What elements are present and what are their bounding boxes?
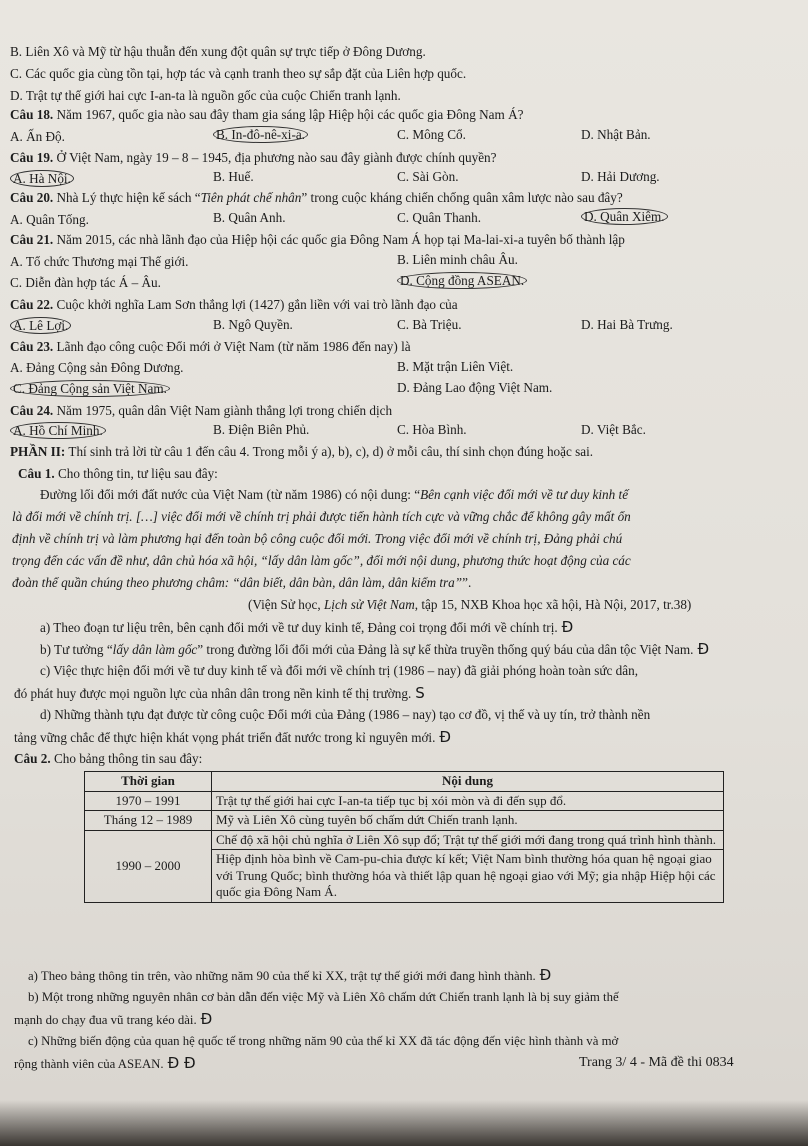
- c1-d-text: tảng vững chắc để thực hiện khát vọng phát triển đất nước trong kỉ nguyên mới.: [14, 730, 436, 745]
- c1-b-quote: lấy dân làm gốc: [112, 642, 198, 657]
- q24-option-d: D. Việt Bắc.: [581, 422, 646, 437]
- q19-stem: [10, 149, 497, 167]
- table-header-content: Nội dung: [212, 772, 724, 792]
- table-row: [85, 791, 724, 811]
- c1-label: Câu 1.: [18, 466, 55, 481]
- q21-option-c: C. Diễn đàn hợp tác Á – Âu.: [10, 275, 161, 290]
- c1-a-text: a) Theo đoạn tư liệu trên, bên cạnh đổi mới về tư duy kinh tế, Đảng coi trọng đổi mới về chính trị.: [40, 620, 558, 635]
- c1-statement-c-line-2: [14, 684, 425, 703]
- q19-option-c: C. Sài Gòn.: [397, 169, 459, 184]
- c1-statement-a: [40, 618, 573, 637]
- q18-label: Câu 18.: [10, 107, 54, 122]
- q23-stem: [10, 338, 411, 356]
- answer-circle: D. Quân Xiêm.: [581, 208, 668, 225]
- q22-option-c: C. Bà Triệu.: [397, 317, 462, 332]
- c1-source-title: Lịch sử Việt Nam: [323, 597, 415, 612]
- c1-passage-line-5: [12, 574, 471, 592]
- part2-instructions: Thí sinh trả lời từ câu 1 đến câu 4. Trong mỗi ý a), b), c), d) ở mỗi câu, thí sinh chọn đúng hoặc sai.: [68, 444, 594, 459]
- q21-option-d: [397, 272, 527, 290]
- q20-option-d: [581, 208, 668, 226]
- table-cell-content: Hiệp định hòa bình về Cam-pu-chia được kí kết; Việt Nam bình thường hóa quan hệ ngoại giao với Trung Quốc; bình thường hóa và thiết lập quan hệ ngoại giao với Mỹ; gia nhập Hiệp hội các quốc gia Đông Nam Á.: [212, 850, 724, 903]
- q20-text-post: ” trong cuộc kháng chiến chống quân xâm lược nào sau đây?: [301, 190, 623, 205]
- c1-statement-d-line-2: [14, 728, 451, 747]
- c1-passage-close: ”.: [462, 575, 472, 590]
- c1-passage-quote-end: đoàn thể quần chúng theo phương châm: “dân biết, dân bàn, dân làm, dân kiểm tra”: [12, 575, 463, 590]
- q21-option-b: B. Liên minh châu Âu.: [397, 252, 518, 267]
- c1-c-text: đó phát huy được mọi nguồn lực của nhân dân trong nền kinh tế thị trường.: [14, 686, 412, 701]
- q21-text: Năm 2015, các nhà lãnh đạo của Hiệp hội các quốc gia Đông Nam Á họp tại Ma-lai-xi-a tuyên bố thành lập: [56, 232, 625, 247]
- answer-circle: A. Hồ Chí Minh.: [10, 422, 106, 439]
- q23-option-b: B. Mặt trận Liên Việt.: [397, 359, 514, 374]
- q24-stem: [10, 402, 392, 420]
- table-cell-content: Mỹ và Liên Xô cùng tuyên bố chấm dứt Chiến tranh lạnh.: [212, 811, 724, 831]
- page-footer: Trang 3/ 4 - Mã đề thi 0834: [579, 1055, 734, 1070]
- q18-option-b: [213, 126, 308, 144]
- answer-circle: D. Cộng đồng ASEAN.: [397, 272, 527, 289]
- handwritten-mark: Đ: [697, 640, 710, 658]
- table-header-row: [85, 772, 724, 792]
- q22-option-d: D. Hai Bà Trưng.: [581, 317, 673, 332]
- c1-passage-line-3: định về chính trị và làm phương hại đến toàn bộ công cuộc đổi mới. Trong việc đổi mới về chính trị, Đảng phải chú: [12, 531, 623, 546]
- handwritten-mark: Đ: [439, 728, 452, 746]
- q18-stem: [10, 106, 523, 124]
- q22-option-a: [10, 317, 71, 335]
- answer-circle: B. In-đô-nê-xi-a.: [213, 126, 308, 143]
- handwritten-mark: Đ: [539, 966, 552, 984]
- c2-statement-c-line-1: c) Những biến động của quan hệ quốc tế trong những năm 90 của thế kỉ XX đã tác động đến việc hình thành và mở: [28, 1034, 619, 1048]
- c2-stem: [14, 750, 202, 768]
- q24-label: Câu 24.: [10, 403, 54, 418]
- c1-statement-c-line-1: c) Việc thực hiện đổi mới về tư duy kinh tế và đổi mới về chính trị (1986 – nay) đã giải phóng hoàn toàn sức dân,: [40, 663, 638, 678]
- c1-b-pre: b) Tư tưởng “: [40, 642, 113, 657]
- c1-passage-line-4: trọng đến các vấn đề như, dân chủ hóa xã hội, “lấy dân làm gốc”, đổi mới nội dung, phương thức hoạt động của các: [12, 553, 631, 568]
- c1-intro: Cho thông tin, tư liệu sau đây:: [57, 466, 218, 481]
- c2-statement-a: [28, 966, 551, 985]
- q19-option-a: [10, 170, 74, 188]
- c1-b-post: ” trong đường lối đổi mới của Đảng là sự kế thừa truyền thống quý báu của dân tộc Việt Nam.: [197, 642, 694, 657]
- c1-passage-quote: Bên cạnh việc đổi mới về tư duy kinh tế: [420, 487, 629, 502]
- c1-source-pre: (Viện Sử học,: [248, 597, 324, 612]
- q18-text: Năm 1967, quốc gia nào sau đây tham gia sáng lập Hiệp hội các quốc gia Đông Nam Á?: [56, 107, 524, 122]
- table-cell-time: 1990 – 2000: [85, 830, 212, 902]
- part2-heading: [10, 443, 593, 461]
- q19-text: Ở Việt Nam, ngày 19 – 8 – 1945, địa phương nào sau đây giành được chính quyền?: [56, 150, 497, 165]
- c1-passage-line-2: là đổi mới về chính trị. […] việc đổi mới về chính trị phải được tiến hành tích cực và vững chắc để không gây mất ổn: [12, 509, 631, 524]
- q17-option-d: D. Trật tự thế giới hai cực I-an-ta là nguồn gốc của cuộc Chiến tranh lạnh.: [10, 88, 401, 103]
- q23-text: Lãnh đạo công cuộc Đổi mới ở Việt Nam (từ năm 1986 đến nay) là: [56, 339, 411, 354]
- c1-passage-line-1: [40, 486, 628, 504]
- q22-label: Câu 22.: [10, 297, 54, 312]
- c1-passage-text: Đường lối đổi mới đất nước của Việt Nam (từ năm 1986) có nội dung: “: [40, 487, 421, 502]
- c2-statement-c-line-2: [14, 1054, 196, 1073]
- q20-stem: [10, 189, 623, 207]
- q17-option-b: B. Liên Xô và Mỹ từ hậu thuẫn đến xung đột quân sự trực tiếp ở Đông Dương.: [10, 44, 426, 59]
- q24-option-b: B. Điện Biên Phủ.: [213, 422, 310, 437]
- q20-text-italic: Tiên phát chế nhân: [200, 190, 302, 205]
- q21-stem: [10, 231, 625, 249]
- q24-option-c: C. Hòa Bình.: [397, 422, 467, 437]
- c1-stem: [18, 465, 218, 483]
- q20-text-pre: Nhà Lý thực hiện kế sách “: [56, 190, 201, 205]
- q23-option-c: [10, 380, 170, 398]
- c2-intro: Cho bảng thông tin sau đây:: [53, 751, 203, 766]
- q18-option-c: C. Mông Cổ.: [397, 127, 466, 142]
- c2-statement-b-line-2: [14, 1010, 212, 1029]
- q22-stem: [10, 296, 458, 314]
- q24-text: Năm 1975, quân dân Việt Nam giành thắng lợi trong chiến dịch: [56, 403, 393, 418]
- table-cell-content: Trật tự thế giới hai cực I-an-ta tiếp tục bị xói mòn và đi đến sụp đổ.: [212, 791, 724, 811]
- q20-label: Câu 20.: [10, 190, 54, 205]
- q20-option-b: B. Quân Anh.: [213, 210, 286, 225]
- q23-label: Câu 23.: [10, 339, 54, 354]
- c2-b-text: mạnh do chạy đua vũ trang kéo dài.: [14, 1013, 197, 1027]
- q19-option-b: B. Huế.: [213, 169, 254, 184]
- c2-table: [84, 771, 724, 903]
- c2-a-text: a) Theo bảng thông tin trên, vào những năm 90 của thế kỉ XX, trật tự thế giới mới đang hình thành.: [28, 969, 536, 983]
- c2-statement-b-line-1: b) Một trong những nguyên nhân cơ bản dẫn đến việc Mỹ và Liên Xô chấm dứt Chiến tranh lạnh là bị suy giảm thế: [28, 990, 619, 1004]
- q17-option-c: C. Các quốc gia cùng tồn tại, hợp tác và cạnh tranh theo sự sắp đặt của Liên hợp quốc.: [10, 66, 467, 81]
- answer-circle: A. Hà Nội.: [10, 170, 74, 187]
- c1-statement-d-line-1: d) Những thành tựu đạt được từ công cuộc Đổi mới của Đảng (1986 – nay) tạo cơ đồ, vị thế và uy tín, trở thành nền: [40, 707, 651, 722]
- q18-option-d: D. Nhật Bản.: [581, 127, 651, 142]
- c1-source: [248, 596, 691, 614]
- handwritten-mark: Đ Đ: [167, 1054, 196, 1072]
- q21-option-a: A. Tổ chức Thương mại Thế giới.: [10, 254, 189, 269]
- q20-option-a: A. Quân Tống.: [10, 212, 89, 227]
- q19-option-d: D. Hải Dương.: [581, 169, 660, 184]
- photo-shadow: [0, 1100, 808, 1146]
- table-row: [85, 830, 724, 850]
- q20-option-c: C. Quân Thanh.: [397, 210, 481, 225]
- table-header-time: Thời gian: [85, 772, 212, 792]
- answer-circle: C. Đảng Cộng sản Việt Nam.: [10, 380, 170, 397]
- q21-label: Câu 21.: [10, 232, 54, 247]
- c1-statement-b: [40, 640, 709, 659]
- c1-source-post: , tập 15, NXB Khoa học xã hội, Hà Nội, 2017, tr.38): [414, 597, 692, 612]
- q18-option-a: A. Ấn Độ.: [10, 129, 65, 144]
- q19-label: Câu 19.: [10, 150, 54, 165]
- q23-option-a: A. Đảng Cộng sản Đông Dương.: [10, 360, 184, 375]
- q23-option-d: D. Đảng Lao động Việt Nam.: [397, 380, 553, 395]
- table-cell-time: 1970 – 1991: [85, 791, 212, 811]
- q24-option-a: [10, 422, 106, 440]
- part2-label: PHẦN II:: [10, 444, 66, 459]
- table-cell-time: Tháng 12 – 1989: [85, 811, 212, 831]
- answer-circle: A. Lê Lợi.: [10, 317, 71, 334]
- handwritten-mark: Đ: [200, 1010, 213, 1028]
- c2-c-text: rộng thành viên của ASEAN.: [14, 1057, 164, 1071]
- q22-option-b: B. Ngô Quyền.: [213, 317, 293, 332]
- handwritten-mark: Đ: [561, 618, 574, 636]
- handwritten-mark: S: [415, 684, 425, 702]
- table-row: [85, 811, 724, 831]
- q22-text: Cuộc khởi nghĩa Lam Sơn thắng lợi (1427) gắn liền với vai trò lãnh đạo của: [56, 297, 458, 312]
- c2-label: Câu 2.: [14, 751, 51, 766]
- table-cell-content: Chế độ xã hội chủ nghĩa ở Liên Xô sụp đổ; Trật tự thế giới mới đang trong quá trình hình thành.: [212, 830, 724, 850]
